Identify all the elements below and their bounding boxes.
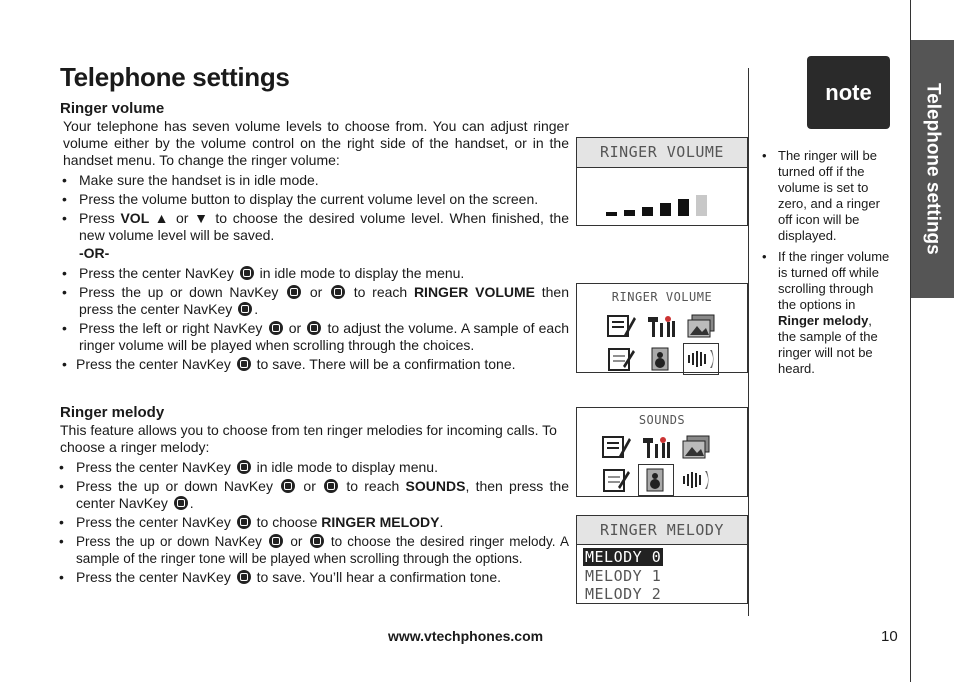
ringer-volume-icon bbox=[684, 344, 718, 374]
column-divider bbox=[748, 68, 749, 616]
screen-title: RINGER MELODY bbox=[577, 516, 747, 545]
ringer-volume-steps bbox=[60, 172, 569, 375]
list-item: • Press VOL ▲ or ▼ to choose the desired volume level. When finished, the new volume level will be saved. bbox=[60, 210, 569, 244]
navkey-right-icon bbox=[307, 321, 321, 335]
volume-bar bbox=[696, 195, 707, 216]
settings-tools-icon bbox=[644, 311, 678, 341]
list-item: • Make sure the handset is in idle mode. bbox=[60, 172, 569, 189]
ringer-melody-steps bbox=[57, 459, 569, 588]
note-item: • The ringer will be turned off if the volume is set to zero, and a ringer off icon will be displayed. bbox=[762, 148, 890, 244]
navkey-down-icon bbox=[331, 285, 345, 299]
navkey-center-icon bbox=[240, 266, 254, 280]
note-list bbox=[762, 148, 890, 382]
melody-option: MELODY 2 bbox=[585, 585, 662, 603]
volume-bar bbox=[606, 212, 617, 216]
screen-menu-sounds bbox=[576, 407, 748, 497]
screen-menu-ringer-volume bbox=[576, 283, 748, 373]
navkey-center-icon bbox=[174, 496, 188, 510]
navkey-center-icon bbox=[237, 570, 251, 584]
phonebook-icon bbox=[599, 432, 633, 462]
volume-bars bbox=[577, 168, 747, 225]
speaker-icon bbox=[644, 344, 678, 374]
navkey-up-icon bbox=[281, 479, 295, 493]
volume-bar bbox=[660, 203, 671, 216]
section-heading-ringer-melody: Ringer melody bbox=[60, 404, 165, 421]
list-item: • Press the center NavKey to save. You’ll hear a confirmation tone. bbox=[57, 569, 569, 586]
note-item: • If the ringer volume is turned off while scrolling through the options in Ringer melody, the sample of the ringer will not be heard. bbox=[762, 249, 890, 377]
navkey-center-icon bbox=[238, 302, 252, 316]
list-item: • Press the center NavKey in idle mode to display menu. bbox=[57, 459, 569, 476]
navkey-down-icon bbox=[310, 534, 324, 548]
navkey-center-icon bbox=[237, 460, 251, 474]
section-heading-ringer-volume: Ringer volume bbox=[60, 100, 165, 117]
volume-bar bbox=[642, 207, 653, 216]
screen-title: RINGER VOLUME bbox=[577, 138, 747, 168]
list-item: • Press the up or down NavKey or to reach RINGER VOLUME then press the center NavKey . bbox=[60, 284, 569, 318]
ringer-volume-icon bbox=[679, 465, 713, 495]
display-picture-icon bbox=[684, 311, 718, 341]
side-tab: Telephone settings bbox=[911, 40, 954, 298]
volume-bar bbox=[678, 199, 689, 216]
screen-title: SOUNDS bbox=[638, 413, 686, 427]
navkey-down-icon bbox=[324, 479, 338, 493]
navkey-up-icon bbox=[269, 534, 283, 548]
page-number: 10 bbox=[881, 628, 898, 645]
navkey-left-icon bbox=[269, 321, 283, 335]
footer-url: www.vtechphones.com bbox=[388, 628, 544, 644]
list-item: • Press the center NavKey to save. There will be a confirmation tone. bbox=[60, 356, 569, 373]
phonebook-icon bbox=[604, 311, 638, 341]
volume-bar bbox=[624, 210, 635, 216]
navkey-center-icon bbox=[237, 515, 251, 529]
screen-ringer-volume-level bbox=[576, 137, 748, 226]
display-picture-icon bbox=[679, 432, 713, 462]
note-logo: note bbox=[807, 56, 890, 129]
navkey-center-icon bbox=[237, 357, 251, 371]
ringer-melody-intro: This feature allows you to choose from ten ringer melodies for incoming calls. To choose a ringer melody: bbox=[60, 422, 557, 455]
screen-title: RINGER VOLUME bbox=[611, 290, 713, 304]
list-item: • Press the volume button to display the current volume level on the screen. bbox=[60, 191, 569, 208]
list-item: • Press the up or down NavKey or to reach SOUNDS, then press the center NavKey . bbox=[57, 478, 569, 512]
memo-icon bbox=[604, 344, 638, 374]
ringer-volume-intro: Your telephone has seven volume levels to choose from. You can adjust ringer volume either by the volume control on the right side of the handset, or in the handset menu. To change the ringer volume: bbox=[63, 118, 569, 168]
page-title: Telephone settings bbox=[60, 62, 290, 92]
screen-ringer-melody bbox=[576, 515, 748, 604]
melody-option: MELODY 1 bbox=[585, 567, 662, 585]
speaker-icon bbox=[639, 465, 673, 495]
settings-tools-icon bbox=[639, 432, 673, 462]
melody-option-selected: MELODY 0 bbox=[585, 548, 662, 566]
or-separator: -OR- bbox=[79, 245, 110, 261]
list-item: • Press the center NavKey to choose RINGER MELODY. bbox=[57, 514, 569, 531]
list-item: • Press the center NavKey in idle mode to display the menu. bbox=[60, 265, 569, 282]
memo-icon bbox=[599, 465, 633, 495]
list-item: • Press the up or down NavKey or to choose the desired ringer melody. A sample of the ringer tone will be played when scrolling through the options. bbox=[57, 533, 569, 567]
navkey-up-icon bbox=[287, 285, 301, 299]
list-item: • Press the left or right NavKey or to adjust the volume. A sample of each ringer volume will be played when scrolling through the choices. bbox=[60, 320, 569, 354]
